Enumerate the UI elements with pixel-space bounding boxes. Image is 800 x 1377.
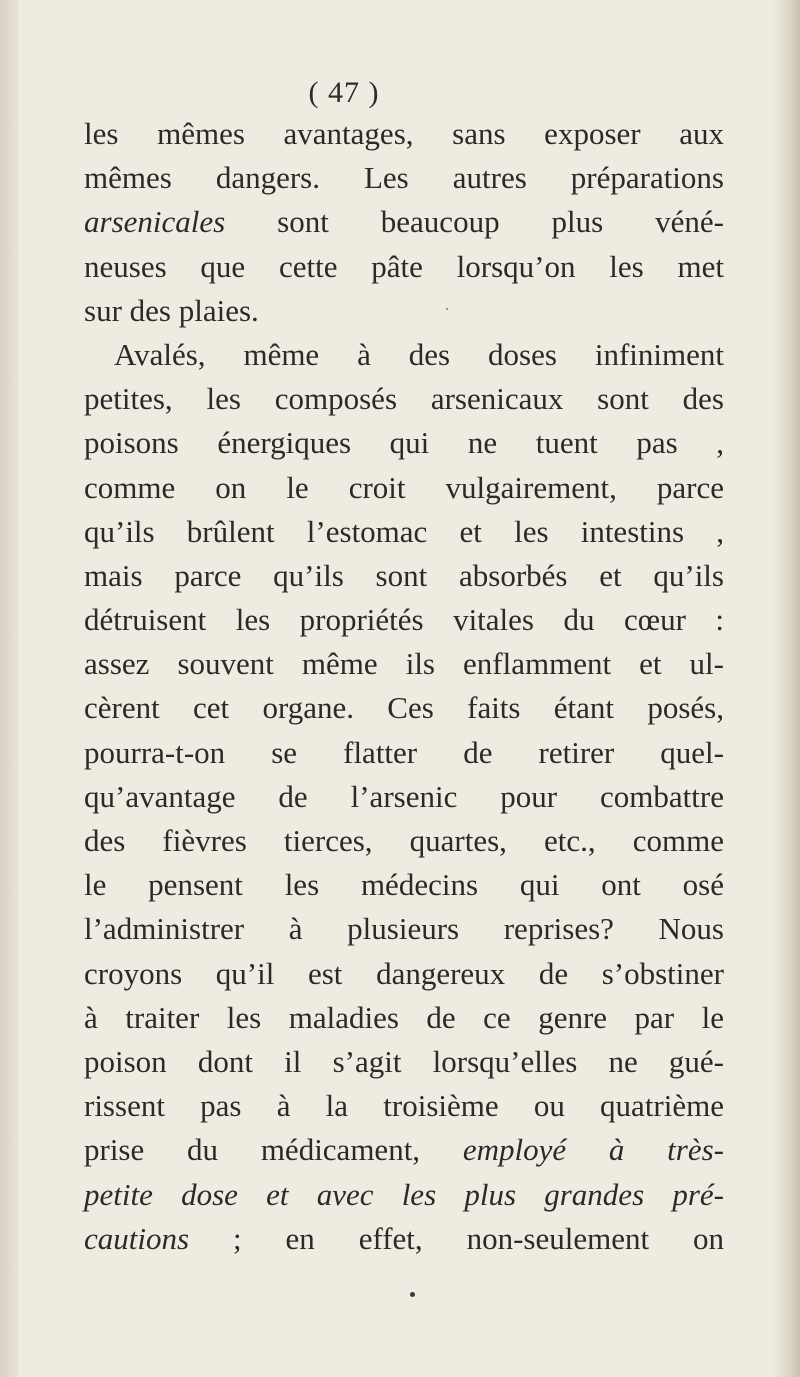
italic-segment: employé à très-: [462, 1132, 725, 1168]
text-line: [84, 819, 724, 863]
text-segment: l’administrer à plusieurs reprises? Nous: [84, 911, 724, 947]
text-segment: cèrent cet organe. Ces faits étant posés,: [84, 690, 724, 726]
text-segment: pourra-t-on se flatter de retirer quel-: [84, 734, 724, 770]
ink-speck: [410, 1292, 415, 1297]
text-segment: rissent pas à la troisième ou quatrième: [84, 1088, 724, 1124]
text-segment: des fièvres tierces, quartes, etc., comme: [84, 823, 724, 858]
text-segment: poisons énergiques qui ne tuent pas ,: [84, 425, 724, 461]
text-segment: neuses que cette pâte lorsqu’on les met: [84, 248, 724, 284]
text-line: [84, 642, 724, 686]
text-segment: prise du médicament,: [84, 1132, 463, 1168]
italic-segment: petite dose et avec les plus grandes pré-: [84, 1176, 724, 1212]
text-segment: à traiter les maladies de ce genre par le: [84, 999, 724, 1035]
text-line: [84, 863, 724, 907]
text-segment: comme on le croit vulgairement, parce: [84, 469, 724, 505]
text-line: [84, 333, 724, 377]
text-segment: sur des plaies.: [84, 292, 259, 328]
text-segment: les mêmes avantages, sans exposer aux: [84, 116, 724, 151]
text-line: [84, 1040, 724, 1084]
text-line: [84, 1084, 724, 1128]
text-line: [84, 907, 724, 951]
page-gutter-shadow: [0, 0, 18, 1377]
page-edge-shadow: [774, 0, 800, 1377]
text-line: [84, 775, 724, 819]
text-segment: détruisent les propriétés vitales du cœur :: [84, 602, 724, 638]
text-segment: Avalés, même à des doses infiniment: [114, 336, 724, 372]
text-segment: ; en effet, non-seulement on: [189, 1220, 724, 1256]
text-line: [84, 156, 724, 200]
text-line: [84, 112, 724, 156]
italic-segment: cautions: [84, 1220, 190, 1256]
text-line: [84, 200, 724, 244]
text-line: [84, 554, 724, 598]
text-segment: qu’avantage de l’arsenic pour combattre: [84, 778, 724, 814]
text-line: [84, 731, 724, 775]
text-segment: mais parce qu’ils sont absorbés et qu’ils: [84, 557, 724, 593]
text-line: [84, 1173, 724, 1217]
text-line: [84, 377, 724, 421]
text-segment: croyons qu’il est dangereux de s’obstiner: [84, 955, 724, 991]
text-segment: sont beaucoup plus véné-: [225, 204, 724, 240]
text-segment: mêmes dangers. Les autres préparations: [84, 160, 724, 196]
ink-speck: [446, 308, 448, 310]
text-line: [84, 245, 724, 289]
page-number: ( 47 ): [308, 76, 380, 109]
text-segment: qu’ils brûlent l’estomac et les intestins ,: [84, 513, 724, 549]
body-text: [84, 112, 724, 1261]
text-segment: le pensent les médecins qui ont osé: [84, 867, 724, 903]
text-segment: poison dont il s’agit lorsqu’elles ne gué-: [84, 1043, 724, 1079]
text-line: [84, 421, 724, 465]
text-line: [84, 1128, 724, 1172]
text-line: [84, 686, 724, 730]
text-line: [84, 996, 724, 1040]
text-line: [84, 289, 724, 333]
text-line: [84, 1217, 724, 1261]
text-segment: petites, les composés arsenicaux sont des: [84, 381, 724, 417]
text-line: [84, 510, 724, 554]
text-line: [84, 598, 724, 642]
text-segment: assez souvent même ils enflamment et ul-: [84, 646, 724, 682]
text-line: [84, 952, 724, 996]
text-line: [84, 466, 724, 510]
italic-segment: arsenicales: [84, 204, 226, 240]
